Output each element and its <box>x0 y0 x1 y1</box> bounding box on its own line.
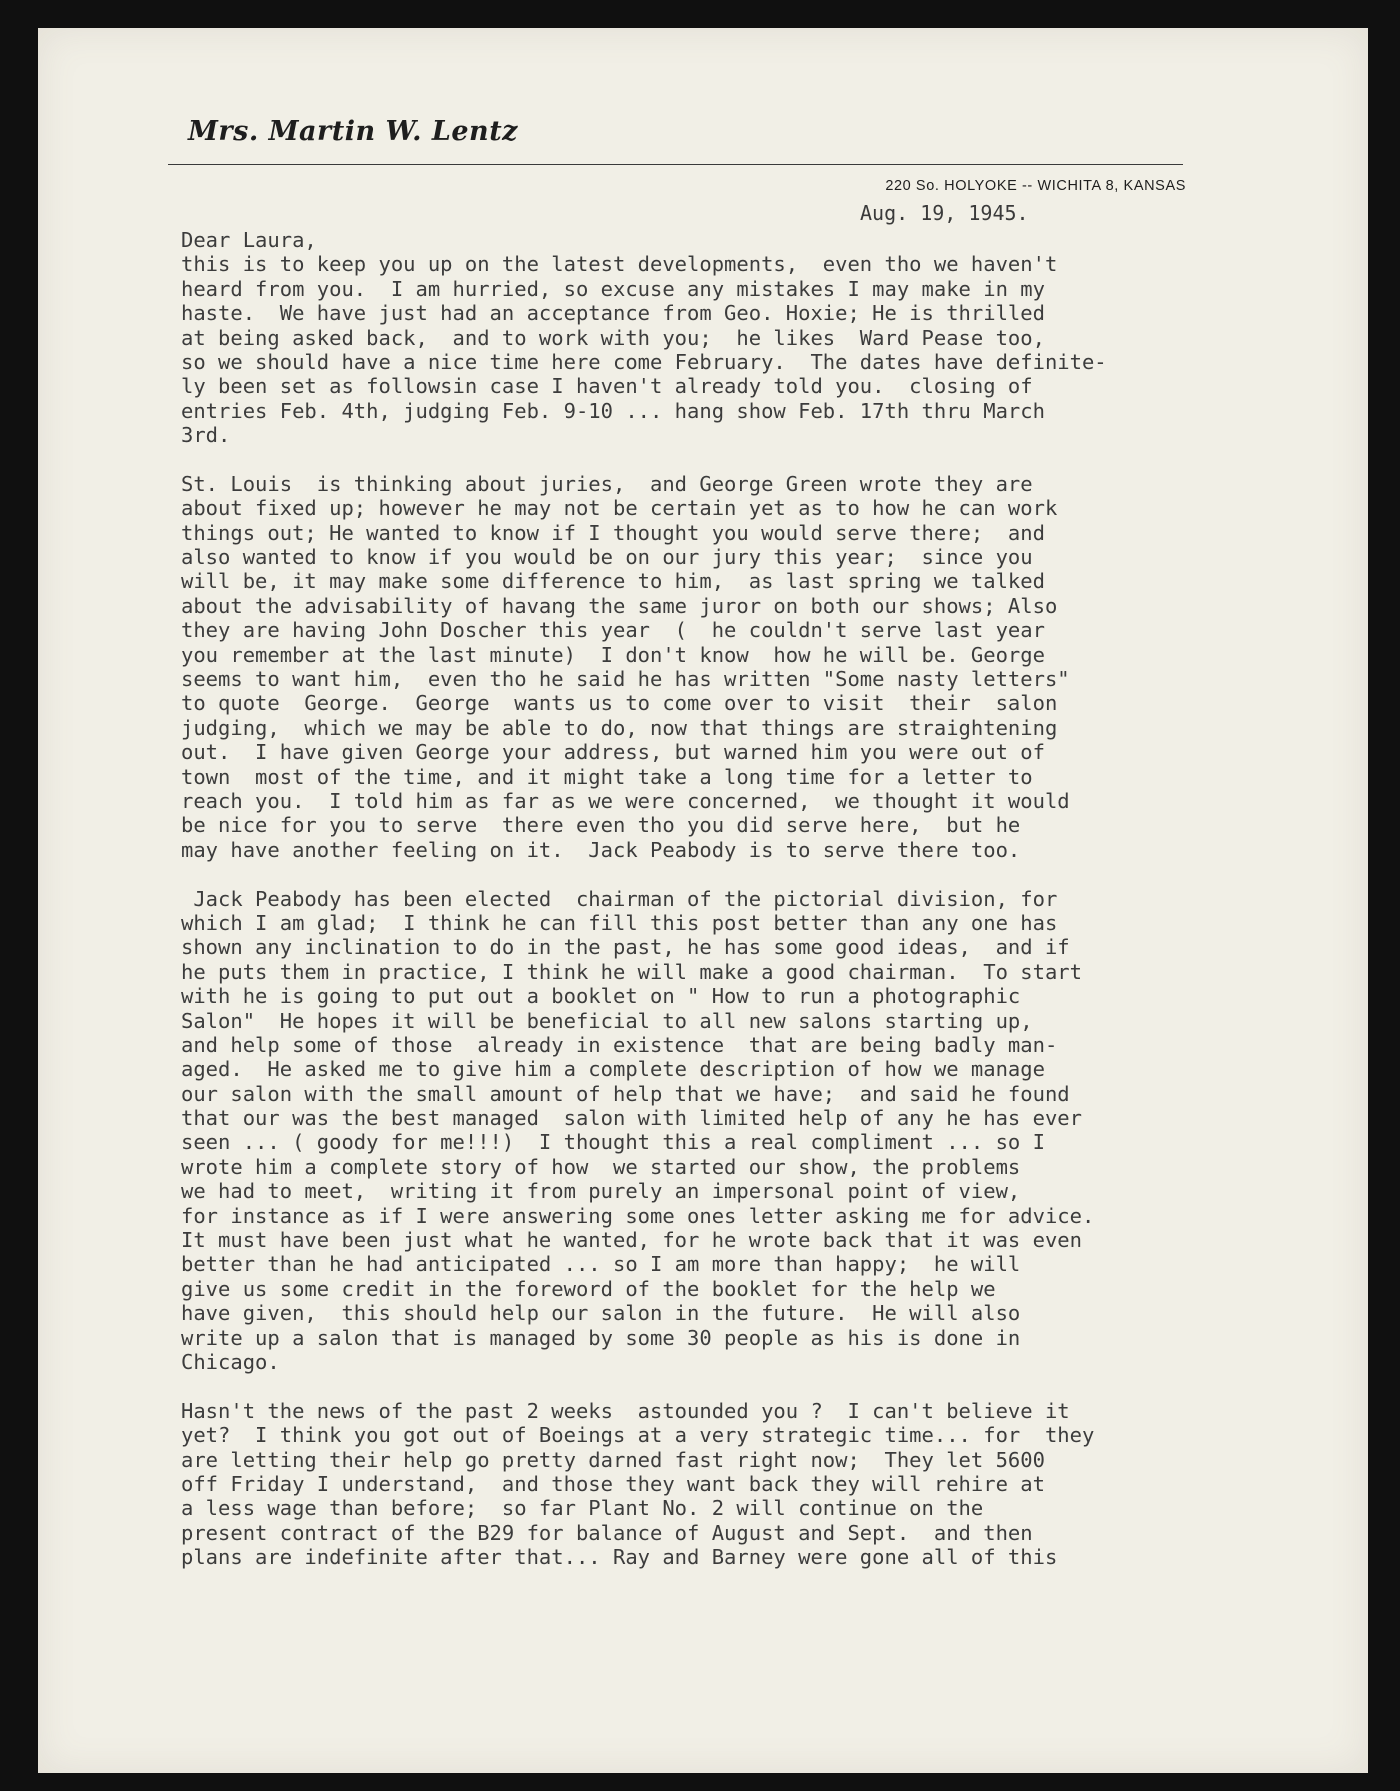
paragraph-gap <box>181 1374 1356 1398</box>
text-line: we had to meet, writing it from purely an impersonal point of view, <box>181 1179 1021 1204</box>
text-line: seems to want him, even tho he said he has written "Some nasty letters" <box>181 667 1070 692</box>
text-line: give us some credit in the foreword of the booklet for the help we <box>181 1276 996 1301</box>
letterhead-divider <box>168 164 1183 165</box>
text-line: be nice for you to serve there even tho you did serve here, but he <box>181 813 1021 838</box>
text-line: with he is going to put out a booklet on " How to run a photographic <box>181 984 1021 1009</box>
paragraph <box>181 472 1356 862</box>
text-line: plans are indefinite after that... Ray and Barney were gone all of this <box>181 1545 1058 1570</box>
letter-page <box>38 28 1368 1773</box>
text-line: which I am glad; I think he can fill this post better than any one has <box>181 910 1058 935</box>
paragraph <box>181 252 1356 447</box>
text-line: to quote George. George wants us to come over to visit their salon <box>181 691 1058 716</box>
text-line: yet? I think you got out of Boeings at a very strategic time... for they <box>181 1423 1095 1448</box>
text-line: 3rd. <box>181 423 231 448</box>
paragraph <box>181 1399 1356 1570</box>
text-line: that our was the best managed salon with limited help of any he has ever <box>181 1106 1082 1131</box>
text-line: haste. We have just had an acceptance from Geo. Hoxie; He is thrilled <box>181 301 1045 326</box>
paragraph <box>181 887 1356 1375</box>
letterhead-name: Mrs. Martin W. Lentz <box>188 116 518 147</box>
text-line: write up a salon that is managed by some 30 people as his is done in <box>181 1325 1021 1350</box>
text-line: Hasn't the news of the past 2 weeks astounded you ? I can't believe it <box>181 1398 1070 1423</box>
text-line: town most of the time, and it might take a long time for a letter to <box>181 764 1033 789</box>
text-line: this is to keep you up on the latest developments, even tho we haven't <box>181 252 1058 277</box>
text-line: wrote him a complete story of how we started our show, the problems <box>181 1154 1021 1179</box>
paragraph-gap <box>181 448 1356 472</box>
text-line: things out; He wanted to know if I thought you would serve there; and <box>181 520 1045 545</box>
text-line: at being asked back, and to work with you; he likes Ward Pease too, <box>181 325 1045 350</box>
paragraph-gap <box>181 862 1356 886</box>
text-line: Chicago. <box>181 1349 280 1374</box>
text-line: seen ... ( goody for me!!!) I thought this a real compliment ... so I <box>181 1130 1045 1155</box>
text-line: St. Louis is thinking about juries, and George Green wrote they are <box>181 471 1033 496</box>
letter-body <box>181 228 1356 1569</box>
text-line: aged. He asked me to give him a complete description of how we manage <box>181 1057 1045 1082</box>
letter-date: Aug. 19, 1945. <box>860 201 1029 225</box>
salutation: Dear Laura, <box>181 228 317 252</box>
text-line: entries Feb. 4th, judging Feb. 9-10 ... hang show Feb. 17th thru March <box>181 398 1045 423</box>
text-line: and help some of those already in existence that are being badly man- <box>181 1032 1058 1057</box>
text-line: you remember at the last minute) I don't know how he will be. George <box>181 642 1045 667</box>
text-line: may have another feeling on it. Jack Peabody is to serve there too. <box>181 837 1021 862</box>
text-line: will be, it may make some difference to him, as last spring we talked <box>181 569 1045 594</box>
text-line: have given, this should help our salon in the future. He will also <box>181 1301 1021 1326</box>
text-line: judging, which we may be able to do, now that things are straightening <box>181 715 1058 740</box>
text-line: off Friday I understand, and those they want back they will rehire at <box>181 1471 1045 1496</box>
letter-paragraphs <box>181 252 1356 1569</box>
text-line: our salon with the small amount of help that we have; and said he found <box>181 1081 1070 1106</box>
text-line: about the advisability of havang the same juror on both our shows; Also <box>181 593 1058 618</box>
text-line: he puts them in practice, I think he will make a good chairman. To start <box>181 959 1082 984</box>
letterhead-address: 220 So. HOLYOKE -- WICHITA 8, KANSAS <box>885 178 1186 194</box>
text-line: ly been set as followsin case I haven't already told you. closing of <box>181 374 1033 399</box>
text-line: about fixed up; however he may not be certain yet as to how he can work <box>181 496 1058 521</box>
text-line: reach you. I told him as far as we were concerned, we thought it would <box>181 788 1070 813</box>
text-line: Jack Peabody has been elected chairman of the pictorial division, for <box>181 886 1058 911</box>
text-line: also wanted to know if you would be on our jury this year; since you <box>181 545 1033 570</box>
text-line: so we should have a nice time here come February. The dates have definite- <box>181 349 1107 374</box>
text-line: a less wage than before; so far Plant No. 2 will continue on the <box>181 1496 984 1521</box>
text-line: heard from you. I am hurried, so excuse any mistakes I may make in my <box>181 276 1045 301</box>
text-line: shown any inclination to do in the past, he has some good ideas, and if <box>181 935 1070 960</box>
text-line: Salon" He hopes it will be beneficial to all new salons starting up, <box>181 1008 1033 1033</box>
text-line: they are having John Doscher this year ( he couldn't serve last year <box>181 618 1045 643</box>
text-line: for instance as if I were answering some ones letter asking me for advice. <box>181 1203 1095 1228</box>
text-line: It must have been just what he wanted, for he wrote back that it was even <box>181 1228 1082 1253</box>
text-line: present contract of the B29 for balance of August and Sept. and then <box>181 1520 1033 1545</box>
text-line: better than he had anticipated ... so I am more than happy; he will <box>181 1252 1021 1277</box>
text-line: are letting their help go pretty darned fast right now; They let 5600 <box>181 1447 1045 1472</box>
text-line: out. I have given George your address, but warned him you were out of <box>181 740 1045 765</box>
